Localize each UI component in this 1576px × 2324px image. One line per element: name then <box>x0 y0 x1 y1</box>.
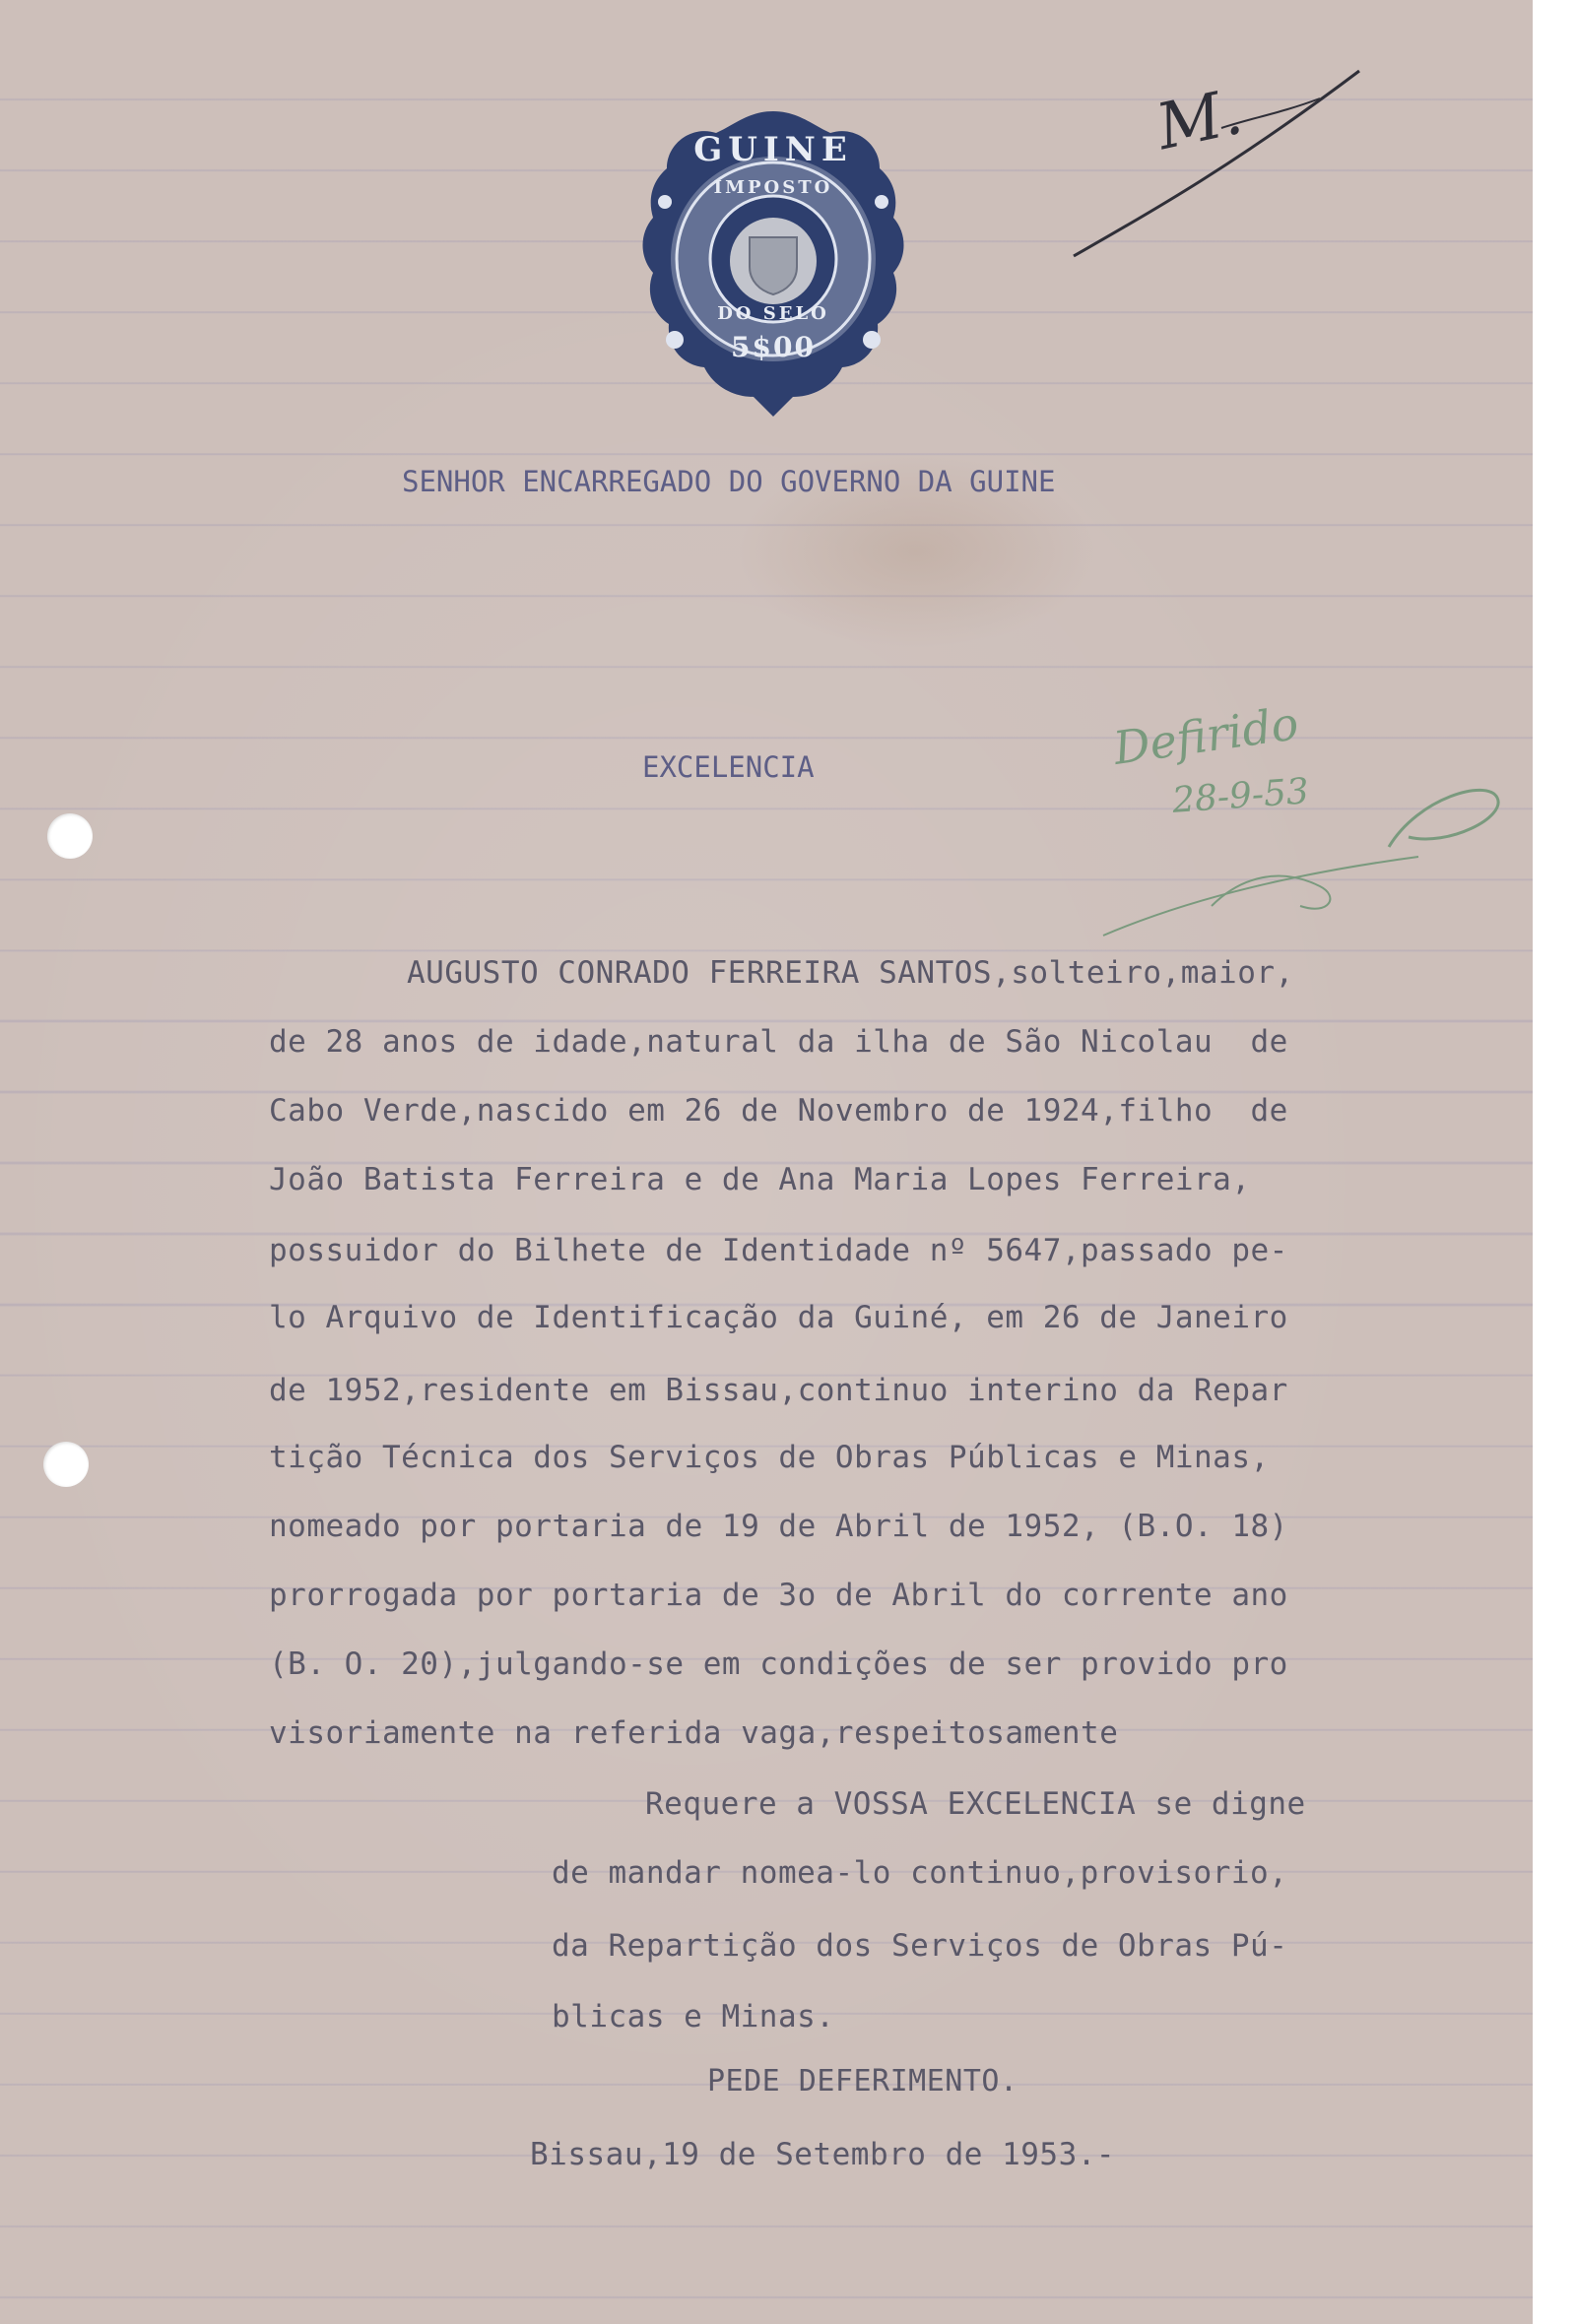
place-date: Bissau,19 de Setembro de 1953.- <box>530 2137 1116 2172</box>
closing: PEDE DEFERIMENTO. <box>707 2064 1018 2098</box>
request-line: blicas e Minas. <box>552 1999 835 2034</box>
addressee: SENHOR ENCARREGADO DO GOVERNO DA GUINE <box>402 465 1056 498</box>
body-line: AUGUSTO CONRADO FERREIRA SANTOS,solteiro,maior, <box>407 955 1294 991</box>
body-line: lo Arquivo de Identificação da Guiné, em 26 de Janeiro <box>269 1300 1288 1335</box>
handwritten-decision-date: 28-9-53 <box>1170 771 1311 821</box>
request-line: Requere a VOSSA EXCELENCIA se digne <box>645 1786 1306 1822</box>
request-line: de mandar nomea-lo continuo,provisorio, <box>552 1855 1288 1891</box>
body-line: prorrogada por portaria de 3o de Abril do corrente ano <box>269 1578 1288 1613</box>
request-line: da Repartição dos Serviços de Obras Pú- <box>552 1928 1288 1964</box>
pen-stroke-icon <box>1064 59 1379 276</box>
body-line: possuidor do Bilhete de Identidade nº 5647,passado pe- <box>269 1233 1288 1268</box>
punch-hole <box>47 813 93 859</box>
body-line: João Batista Ferreira e de Ana Maria Lopes Ferreira, <box>269 1162 1251 1197</box>
green-signature-icon <box>1093 758 1507 955</box>
stamp-value: 5$00 <box>731 331 816 363</box>
body-line: nomeado por portaria de 19 de Abril de 1952, (B.O. 18) <box>269 1509 1288 1544</box>
stamp-bottom-text: DO SELO <box>717 303 829 324</box>
scan-margin <box>1533 0 1576 2324</box>
body-line: Cabo Verde,nascido em 26 de Novembro de 1924,filho de <box>269 1093 1288 1129</box>
body-line: tição Técnica dos Serviços de Obras Públicas e Minas, <box>269 1440 1270 1475</box>
body-line: visoriamente na referida vaga,respeitosamente <box>269 1715 1119 1751</box>
revenue-stamp <box>635 103 911 423</box>
body-line: de 1952,residente em Bissau,continuo interino da Repar <box>269 1373 1288 1408</box>
stamp-middle-text: IMPOSTO <box>713 177 833 198</box>
stamp-top-text: GUINE <box>693 130 853 169</box>
handwritten-initials: M. <box>1150 75 1249 165</box>
body-line: de 28 anos de idade,natural da ilha de São Nicolau de <box>269 1024 1288 1060</box>
salutation: EXCELENCIA <box>642 750 815 784</box>
body-line: (B. O. 20),julgando-se em condições de ser provido pro <box>269 1646 1288 1682</box>
punch-hole <box>43 1442 89 1487</box>
handwritten-decision: Defirido <box>1110 696 1302 775</box>
